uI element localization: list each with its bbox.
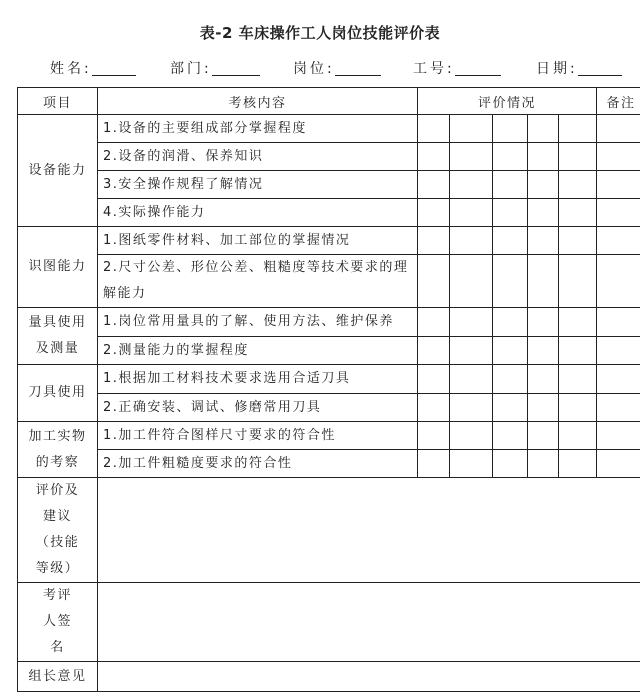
score-cell[interactable] (450, 308, 493, 337)
leader-row (18, 662, 640, 692)
remark-cell[interactable] (597, 394, 640, 422)
table-row (18, 450, 640, 478)
table-row (18, 255, 640, 308)
header-content: 考核内容 (98, 88, 418, 115)
score-cell[interactable] (418, 337, 450, 365)
score-cell[interactable] (418, 450, 450, 478)
score-cell[interactable] (528, 308, 559, 337)
score-cell[interactable] (493, 227, 528, 255)
score-cell[interactable] (493, 394, 528, 422)
score-cell[interactable] (493, 337, 528, 365)
score-cell[interactable] (528, 171, 559, 199)
remark-cell[interactable] (597, 115, 640, 143)
header-remark: 备注 (597, 88, 640, 115)
employee-id-label: 工号: (413, 61, 455, 77)
score-cell[interactable] (528, 365, 559, 394)
score-cell[interactable] (493, 255, 528, 308)
score-cell[interactable] (528, 255, 559, 308)
table-row (18, 115, 640, 143)
score-cell[interactable] (559, 199, 597, 227)
score-cell[interactable] (450, 365, 493, 394)
table-row (18, 365, 640, 394)
group-tool-usage: 刀具使用 (18, 365, 98, 422)
score-cell[interactable] (528, 115, 559, 143)
date-blank-line[interactable] (578, 61, 622, 76)
header-item: 项目 (18, 88, 98, 115)
header-row (18, 88, 640, 115)
score-cell[interactable] (493, 308, 528, 337)
criterion: 4.实际操作能力 (98, 199, 418, 227)
score-cell[interactable] (418, 365, 450, 394)
assessment-label: 评价及建议（技能等级） (18, 478, 98, 583)
score-cell[interactable] (450, 171, 493, 199)
form-title: 表-2 车床操作工人岗位技能评价表 (0, 22, 640, 43)
remark-cell[interactable] (597, 143, 640, 171)
name-field[interactable] (50, 58, 136, 78)
score-cell[interactable] (528, 450, 559, 478)
score-cell[interactable] (493, 422, 528, 450)
score-cell[interactable] (493, 143, 528, 171)
score-cell[interactable] (559, 394, 597, 422)
score-cell[interactable] (528, 143, 559, 171)
remark-cell[interactable] (597, 365, 640, 394)
remark-cell[interactable] (597, 450, 640, 478)
score-cell[interactable] (528, 199, 559, 227)
score-cell[interactable] (418, 227, 450, 255)
department-field[interactable] (170, 58, 260, 78)
group-workpiece-inspection: 加工实物的考察 (18, 422, 98, 478)
score-cell[interactable] (528, 337, 559, 365)
info-fields (0, 58, 640, 80)
header-evaluation: 评价情况 (418, 88, 597, 115)
score-cell[interactable] (450, 337, 493, 365)
score-cell[interactable] (528, 394, 559, 422)
remark-cell[interactable] (597, 227, 640, 255)
score-cell[interactable] (559, 255, 597, 308)
table-row (18, 337, 640, 365)
table-row (18, 227, 640, 255)
score-cell[interactable] (418, 115, 450, 143)
assessor-signature-area[interactable] (98, 583, 640, 662)
score-cell[interactable] (559, 308, 597, 337)
criterion: 2.加工件粗糙度要求的符合性 (98, 450, 418, 478)
score-cell[interactable] (418, 308, 450, 337)
score-cell[interactable] (559, 422, 597, 450)
name-label: 姓名: (50, 61, 92, 77)
criterion: 1.加工件符合图样尺寸要求的符合性 (98, 422, 418, 450)
table-row (18, 422, 640, 450)
leader-opinion-area[interactable] (98, 662, 640, 692)
department-blank-line[interactable] (212, 61, 260, 76)
score-cell[interactable] (559, 450, 597, 478)
score-cell[interactable] (493, 450, 528, 478)
score-cell[interactable] (559, 115, 597, 143)
score-cell[interactable] (493, 365, 528, 394)
score-cell[interactable] (528, 422, 559, 450)
score-cell[interactable] (418, 394, 450, 422)
criterion: 1.图纸零件材料、加工部位的掌握情况 (98, 227, 418, 255)
criterion: 2.尺寸公差、形位公差、粗糙度等技术要求的理解能力 (98, 255, 418, 308)
score-cell[interactable] (418, 199, 450, 227)
assessment-row (18, 478, 640, 583)
group-drawing-reading: 识图能力 (18, 227, 98, 308)
table-row (18, 394, 640, 422)
score-cell[interactable] (559, 171, 597, 199)
score-cell[interactable] (450, 227, 493, 255)
criterion: 2.测量能力的掌握程度 (98, 337, 418, 365)
score-cell[interactable] (450, 422, 493, 450)
remark-cell[interactable] (597, 308, 640, 337)
name-blank-line[interactable] (92, 61, 136, 76)
assessor-label: 考评人签名 (18, 583, 98, 662)
criterion: 1.设备的主要组成部分掌握程度 (98, 115, 418, 143)
evaluation-table (17, 87, 640, 692)
criterion: 1.岗位常用量具的了解、使用方法、维护保养 (98, 308, 418, 337)
score-cell[interactable] (559, 227, 597, 255)
score-cell[interactable] (559, 143, 597, 171)
employee-id-blank-line[interactable] (455, 61, 501, 76)
criterion: 3.安全操作规程了解情况 (98, 171, 418, 199)
score-cell[interactable] (559, 365, 597, 394)
score-cell[interactable] (450, 115, 493, 143)
score-cell[interactable] (418, 255, 450, 308)
date-field[interactable] (536, 58, 622, 78)
date-label: 日期: (536, 61, 578, 77)
remark-cell[interactable] (597, 422, 640, 450)
score-cell[interactable] (450, 199, 493, 227)
table-row (18, 199, 640, 227)
score-cell[interactable] (450, 255, 493, 308)
score-cell[interactable] (450, 450, 493, 478)
score-cell[interactable] (559, 337, 597, 365)
score-cell[interactable] (418, 143, 450, 171)
criterion: 2.正确安装、调试、修磨常用刀具 (98, 394, 418, 422)
leader-label: 组长意见 (18, 662, 98, 692)
score-cell[interactable] (418, 171, 450, 199)
table-row (18, 143, 640, 171)
group-gauge-measurement: 量具使用及测量 (18, 308, 98, 365)
score-cell[interactable] (493, 199, 528, 227)
table-row (18, 171, 640, 199)
assessor-row (18, 583, 640, 662)
remark-cell[interactable] (597, 199, 640, 227)
position-field[interactable] (293, 58, 381, 78)
score-cell[interactable] (450, 143, 493, 171)
criterion: 1.根据加工材料技术要求选用合适刀具 (98, 365, 418, 394)
score-cell[interactable] (493, 171, 528, 199)
score-cell[interactable] (450, 394, 493, 422)
department-label: 部门: (170, 61, 212, 77)
score-cell[interactable] (418, 422, 450, 450)
group-equipment: 设备能力 (18, 115, 98, 227)
remark-cell[interactable] (597, 171, 640, 199)
position-label: 岗位: (293, 61, 335, 77)
remark-cell[interactable] (597, 337, 640, 365)
position-blank-line[interactable] (335, 61, 381, 76)
remark-cell[interactable] (597, 255, 640, 308)
employee-id-field[interactable] (413, 58, 501, 78)
table-row (18, 308, 640, 337)
score-cell[interactable] (528, 227, 559, 255)
assessment-input-area[interactable] (98, 478, 640, 583)
score-cell[interactable] (493, 115, 528, 143)
criterion: 2.设备的润滑、保养知识 (98, 143, 418, 171)
